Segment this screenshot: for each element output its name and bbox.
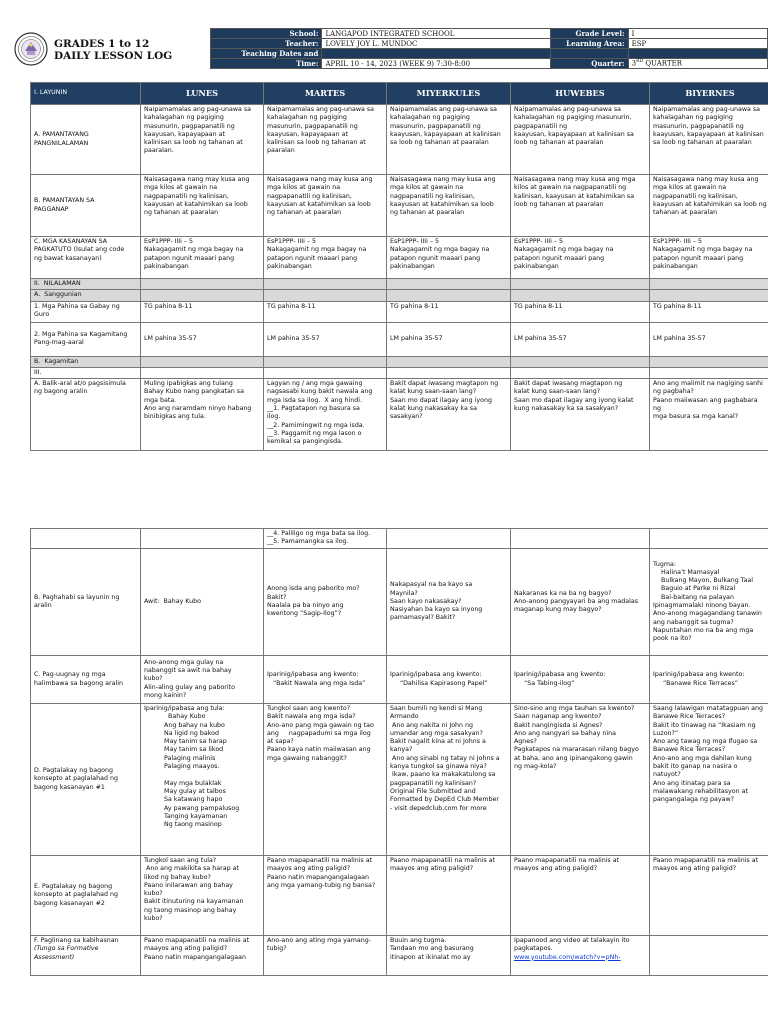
cell-miyerkules xyxy=(387,529,511,549)
day-header-huwebes: HUWEBES xyxy=(511,83,650,105)
cell-miyerkules: Bakit dapat iwasang magtapon ng kalat kung saan-saan lang? Saan mo dapat ilagay ang iyong kalat kung nakasakay ka sa sasakyan? xyxy=(387,379,511,451)
table-row xyxy=(31,379,768,451)
row-label-blank xyxy=(31,529,141,549)
table-row xyxy=(31,704,768,856)
cell-martes xyxy=(264,367,387,378)
table-row xyxy=(31,279,768,290)
cell-lunes xyxy=(141,356,264,367)
cell-miyerkules xyxy=(387,356,511,367)
cell-huwebes: Bakit dapat iwasang magtapon ng kalat kung saan-saan lang? Saan mo dapat ilagay ang iyong kalat kung nakasakay ka sa sasakyan? xyxy=(511,379,650,451)
table-row xyxy=(31,356,768,367)
cell-martes: LM pahina 35-57 xyxy=(264,322,387,356)
cell-lunes xyxy=(141,367,264,378)
cell-martes: Ano-ano ang ating mga yamang- tubig? xyxy=(264,936,387,976)
title-line-2: DAILY LESSON LOG xyxy=(54,50,173,62)
table-row xyxy=(31,301,768,322)
table-row xyxy=(31,549,768,656)
day-header-miyerkules: MIYERKULES xyxy=(387,83,511,105)
school-info-table xyxy=(210,28,768,69)
cell-lunes xyxy=(141,290,264,301)
day-header-martes: MARTES xyxy=(264,83,387,105)
section-label-layunin: I. LAYUNIN xyxy=(31,83,141,105)
quarter-value: 3RD QUARTER xyxy=(628,59,767,69)
day-header-row xyxy=(31,83,768,105)
row-label-c-pag-uugnay-ng-mga-halimbawa-sa-bagong-: C. Pag-uugnay ng mga halimbawa sa bagong aralin xyxy=(31,656,141,704)
table-row xyxy=(31,856,768,936)
cell-biyernes: Ano ang malimit na nagiging sanhi ng pagbaha? Paano maiiwasan ang pagbabara ng mga basura sa mga kanal? xyxy=(650,379,768,451)
cell-martes xyxy=(264,279,387,290)
cell-huwebes xyxy=(511,290,650,301)
cell-martes xyxy=(264,356,387,367)
cell-biyernes xyxy=(650,290,768,301)
cell-lunes: Tungkol saan ang tula? Ano ang makikita sa harap at likod ng bahay kubo? Paano inilarawan ang bahay kubo? Bakit itinuturing na kayamanan ng taong masinop ang bahay kubo? xyxy=(141,856,264,936)
row-label-a-sanggunian: A. Sanggunian xyxy=(31,290,141,301)
cell-miyerkules xyxy=(387,367,511,378)
row-label-1-mga-pahina-sa-gabay-ng-guro: 1. Mga Pahina sa Gabay ng Guro xyxy=(31,301,141,322)
cell-biyernes: Tugma: Halina’t Mamasyal Bulkang Mayon, Bulkang Taal Baguio at Parke ni Rizal Bai-baitang na palayan Ipinagmamalaki ninong bayan. Ano-anong magagandang tanawin ang nabanggit sa tugma? Napuntahan mo na ba ang mga pook na ito? xyxy=(650,549,768,656)
cell-lunes: Muling ipabigkas ang tulang Bahay Kubo nang pangkatan sa mga bata. Ano ang naramdam ninyo habang binibigkas ang tula. xyxy=(141,379,264,451)
cell-huwebes: TG pahina 8-11 xyxy=(511,301,650,322)
cell-miyerkules xyxy=(387,290,511,301)
cell-martes: Paano mapapanatili na malinis at maayos ang ating paligid? Paano natin mapangangalagaan ang mga yamang-tubig ng bansa? xyxy=(264,856,387,936)
cell-lunes: Awit: Bahay Kubo xyxy=(141,549,264,656)
teacher-label: Teacher: xyxy=(211,39,322,49)
cell-huwebes: Paano mapapanatili na malinis at maayos ang ating paligid? xyxy=(511,856,650,936)
cell-huwebes: Naipamamalas ang pag-unawa sa kahalagahan ng pagiging masunurin, pagpapanatili ng kaayusan, kapayapaan at kalinisan sa loob ng tahanan at paaralan xyxy=(511,105,650,175)
cell-miyerkules: Nakapasyal na ba kayo sa Maynila? Saan kayo nakasakay? Nasiyahan ba kayo sa inyong pamamasyal? Bakit? xyxy=(387,549,511,656)
cell-biyernes: EsP1PPP- IIIi – 5 Nakagagamit ng mga bagay na patapon ngunit maaari pang pakinabangan xyxy=(650,237,768,279)
cell-huwebes: Ipapanood ang video at talakayin ito pagkatapos. www.youtube.com/watch?v=pNh- xyxy=(511,936,650,976)
cell-martes: Tungkol saan ang kwento? Bakit nawala ang mga isda? Ano-ano pang mga gawain ng tao ang nagpapadumi sa mga ilog at sapa? Paano kaya natin maiiwasan ang mga gawaing nabanggit? xyxy=(264,704,387,856)
cell-lunes: Iparinig/ipabasa ang tula: Bahay Kubo Ang bahay na kubo Na ligid ng bakod May tanim sa harap May tanim sa likod Palaging malinis Palaging maayos. May mga bulaklak May gulay at talbos Sa katawang hapo Ay pawang pampalusog Tanging kayamanan Ng taong masinop xyxy=(141,704,264,856)
cell-lunes xyxy=(141,529,264,549)
row-label-ii-nilalaman: II. NILALAMAN xyxy=(31,279,141,290)
cell-martes: Naisasagawa nang may kusa ang mga kilos at gawain na nagpapanatili ng kalinisan, kaayusan at katahimikan sa loob ng tahanan at paaralan xyxy=(264,175,387,237)
cell-miyerkules: Paano mapapanatili na malinis at maayos ang ating paligid? xyxy=(387,856,511,936)
cell-lunes: Naipamamalas ang pag-unawa sa kahalagahan ng pagiging masunurin, pagpapanatili ng kaayusan, kapayapaan at kalinisan sa loob ng tahanan at paaralan. xyxy=(141,105,264,175)
cell-miyerkules: TG pahina 8-11 xyxy=(387,301,511,322)
cell-miyerkules: Buuin ang tugma. Tandaan mo ang basurang itinapon at ikinalat mo ay xyxy=(387,936,511,976)
row-label-c-mga-kasanayan-sa-pagkatuto-isulat-ang-: C. MGA KASANAYAN SA PAGKATUTO (Isulat ang code ng bawat kasanayan) xyxy=(31,237,141,279)
cell-biyernes xyxy=(650,367,768,378)
deped-seal-icon xyxy=(14,32,48,66)
cell-huwebes: LM pahina 35-57 xyxy=(511,322,650,356)
cell-martes: Lagyan ng / ang mga gawaing nagsasabi kung bakit nawala ang mga isda sa ilog. X ang hindi. __1. Pagtatapon ng basura sa ilog. __2. Pamimingwit ng mga isda. __3. Paggamit ng mga lason o kemikal sa pangingisda. xyxy=(264,379,387,451)
cell-huwebes xyxy=(511,279,650,290)
cell-miyerkules: Iparinig/ipabasa ang kwento: “Dahilisa Kapirasong Papel” xyxy=(387,656,511,704)
cell-huwebes xyxy=(511,356,650,367)
cell-martes: Iparinig/ipabasa ang kwento: “Bakit Nawala ang mga Isda” xyxy=(264,656,387,704)
cell-lunes: TG pahina 8-11 xyxy=(141,301,264,322)
row-label-f-paglinang-sa-kabihasnan-tungo-sa-forma: F. Paglinang sa kabihasnan (Tungo sa Formative Assessment) xyxy=(31,936,141,976)
row-label-b-kagamitan: B. Kagamitan xyxy=(31,356,141,367)
cell-miyerkules xyxy=(387,279,511,290)
cell-huwebes: Naisasagawa nang may kusa ang mga kilos at gawain na nagpapanatili ng kalinisan, kaayusan at katahimikan sa loob ng tahanan at paaralan xyxy=(511,175,650,237)
cell-huwebes xyxy=(511,367,650,378)
row-label-2-mga-pahina-sa-kagamitang-pang-mag-aara: 2. Mga Pahina sa Kagamitang Pang-mag-aaral xyxy=(31,322,141,356)
area-value: ESP xyxy=(628,39,767,49)
formative-assessment-note: (Tungo sa Formative Assessment) xyxy=(34,945,99,961)
row-label-b-paghahabi-sa-layunin-ng-aralin: B. Paghahabi sa layunin ng aralin xyxy=(31,549,141,656)
cell-huwebes: Iparinig/ipabasa ang kwento: “Sa Tabing-ilog” xyxy=(511,656,650,704)
area-label: Learning Area: xyxy=(550,39,628,49)
table-row xyxy=(31,656,768,704)
table-row xyxy=(31,175,768,237)
cell-lunes: Paano mapapanatili na malinis at maayos ang ating paligid? Paano natin mapangangalagaan xyxy=(141,936,264,976)
table-row xyxy=(31,322,768,356)
dates-label-2: Time: xyxy=(211,59,322,69)
row-label-a-balik-aral-at-o-pagsisimula-ng-bagong-: A. Balik-aral at/o pagsisimula ng bagong aralin xyxy=(31,379,141,451)
cell-miyerkules: Naipamamalas ang pag-unawa sa kahalagahan ng pagiging masunurin, pagpapanatili ng kaayusan, kapayapaan at kalinisan sa loob ng tahanan at paaralan xyxy=(387,105,511,175)
cell-biyernes: Naipamamalas ang pag-unawa sa kahalagahan ng pagiging masunurin, pagpapanatili ng kaayusan, kapayapaan at kalinisan sa loob ng tahanan at paaralan xyxy=(650,105,768,175)
cell-biyernes xyxy=(650,529,768,549)
cell-martes xyxy=(264,290,387,301)
cell-biyernes: Paano mapapanatili na malinis at maayos ang ating paligid? xyxy=(650,856,768,936)
teacher-value: LOVELY JOY L. MUNDOC xyxy=(322,39,550,49)
table-row xyxy=(31,529,768,549)
cell-biyernes: Saang lalawigan matatagpuan ang Banawe Rice Terraces? Bakit ito tinawag na “Ikasiam ng Luzon?” Ano ang tawag ng mga Ifugao sa Banawe Rice Terraces? Ano-ano ang mga dahilan kung bakit ito ganap na nasira o natuyot? Ano ang itinatag para sa malawakang rehabilitasyon at pangangalaga ng payaw? xyxy=(650,704,768,856)
dll-title xyxy=(54,38,172,62)
dates-label-1: Teaching Dates and xyxy=(211,49,322,59)
day-header-lunes: LUNES xyxy=(141,83,264,105)
cell-lunes: Naisasagawa nang may kusa ang mga kilos at gawain na nagpapanatili ng kalinisan, kaayusan at katahimikan sa loob ng tahanan at paaralan xyxy=(141,175,264,237)
table-row xyxy=(31,290,768,301)
title-line-1: GRADES 1 to 12 xyxy=(54,38,150,50)
lesson-log-table-page-1 xyxy=(30,82,768,451)
cell-martes: Anong isda ang paborito mo? Bakit? Naalala pa ba ninyo ang kwentong “Sagip-Ilog”? xyxy=(264,549,387,656)
school-value: LANGAPOD INTEGRATED SCHOOL xyxy=(322,29,550,39)
cell-miyerkules: Naisasagawa nang may kusa ang mga kilos at gawain na nagpapanatili ng kalinisan, kaayusan at katahimikan sa loob ng tahanan at paaralan xyxy=(387,175,511,237)
lesson-log-table-page-2 xyxy=(30,528,768,976)
cell-biyernes: Naisasagawa nang may kusa ang mga kilos at gawain na nagpapanatili ng kalinisan, kaayusan at katahimikan sa loob ng tahanan at paaralan xyxy=(650,175,768,237)
row-label-d-pagtalakay-ng-bagong-konsepto-at-pagla: D. Pagtalakay ng bagong konsepto at paglalahad ng bagong kasanayan #1 xyxy=(31,704,141,856)
cell-martes: Naipamamalas ang pag-unawa sa kahalagahan ng pagiging masunurin, pagpapanatili ng kaayusan, kapayapaan at kalinisan sa loob ng tahanan at paaralan xyxy=(264,105,387,175)
cell-biyernes xyxy=(650,936,768,976)
cell-miyerkules: LM pahina 35-57 xyxy=(387,322,511,356)
dll-header xyxy=(10,28,768,70)
cell-lunes: LM pahina 35-57 xyxy=(141,322,264,356)
cell-huwebes: Nakaranas ka na ba ng bagyo? Ano-anong pangyayari ba ang madalas maganap kung may bagyo? xyxy=(511,549,650,656)
day-header-biyernes: BIYERNES xyxy=(650,83,768,105)
row-label-e-pagtalakay-ng-bagong-konsepto-at-pagla: E. Pagtalakay ng bagong konsepto at paglalahad ng bagong kasanayan #2 xyxy=(31,856,141,936)
cell-martes: EsP1PPP- IIIi – 5 Nakagagamit ng mga bagay na patapon ngunit maaari pang pakinabangan xyxy=(264,237,387,279)
cell-biyernes: LM pahina 35-57 xyxy=(650,322,768,356)
cell-martes: TG pahina 8-11 xyxy=(264,301,387,322)
row-label-iii: III. xyxy=(31,367,141,378)
cell-lunes: EsP1PPP- IIIi – 5 Nakagagamit ng mga bagay na patapon ngunit maaari pang pakinabangan xyxy=(141,237,264,279)
cell-biyernes xyxy=(650,279,768,290)
table-row xyxy=(31,105,768,175)
cell-miyerkules: EsP1PPP- IIIi – 5 Nakagagamit ng mga bagay na patapon ngunit maaari pang pakinabangan xyxy=(387,237,511,279)
school-label: School: xyxy=(211,29,322,39)
cell-lunes: Ano-anong mga gulay na nabanggit sa awit na bahay kubo? Alin-aling gulay ang paborito mong kainin? xyxy=(141,656,264,704)
row-label-a-pamantayang-pangnilalaman: A. PAMANTAYANG PANGNILALAMAN xyxy=(31,105,141,175)
table-row xyxy=(31,367,768,378)
cell-biyernes: Iparinig/ipabasa ang kwento: “Banawe Rice Terraces” xyxy=(650,656,768,704)
youtube-link[interactable]: www.youtube.com/watch?v=pNh- xyxy=(514,953,621,961)
table-row xyxy=(31,237,768,279)
cell-biyernes: TG pahina 8-11 xyxy=(650,301,768,322)
cell-miyerkules: Saan bumili ng kendi si Mang Armando Ano ang nakita ni John ng umandar ang mga sasakyan? Bakit nagalit kina at ni Johns a kanya? Ano ang sinabi ng tatay ni Johns a kanya tungkol sa ginawa niya? Ikaw, paano ka makakatulong sa pagpapanatili ng kalinisan? Original File Submitted and Formatted by DepEd Club Member - visit depedclub.com for more xyxy=(387,704,511,856)
cell-huwebes: EsP1PPP- IIIi – 5 Nakagagamit ng mga bagay na patapon ngunit maaari pang pakinabangan xyxy=(511,237,650,279)
cell-lunes xyxy=(141,279,264,290)
grade-value: I xyxy=(628,29,767,39)
cell-huwebes: Sino-sino ang mga tauhan sa kwento? Saan naganap ang kwento? Bakit nangingisda si Agnes? Ano ang nangyari sa bahay nina Agnes? Pagkatapos na mararasan nilang bagyo at baha, ano ang ipinangakong gawin ng mag-kola? xyxy=(511,704,650,856)
cell-huwebes xyxy=(511,529,650,549)
cell-martes: __4. Paliligo ng mga bata sa ilog. __5. Pamamangka sa ilog. xyxy=(264,529,387,549)
table-row xyxy=(31,936,768,976)
row-label-b-pamantayan-sa-pagganap: B. PAMANTAYAN SA PAGGANAP xyxy=(31,175,141,237)
cell-biyernes xyxy=(650,356,768,367)
grade-label: Grade Level: xyxy=(550,29,628,39)
dates-value: APRIL 10 - 14, 2023 (WEEK 9) 7:30-8:00 xyxy=(322,59,550,69)
quarter-label: Quarter: xyxy=(550,59,628,69)
